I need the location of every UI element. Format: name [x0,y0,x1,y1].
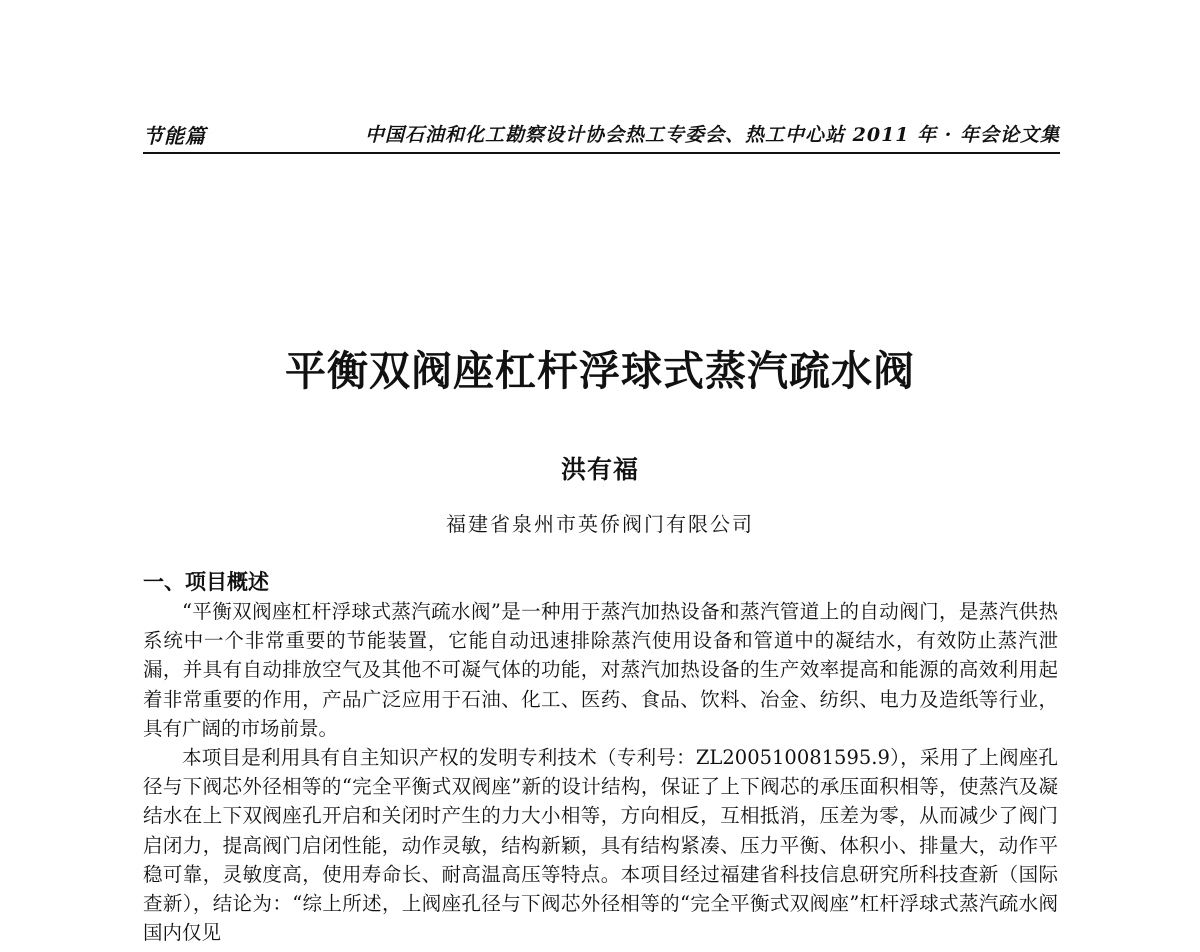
paragraph-2: 本项目是利用具有自主知识产权的发明专利技术（专利号：ZL200510081595.9），采用了上阀座孔径与下阀芯外径相等的“完全平衡式双阀座”新的设计结构，保证了上下阀芯的承压面积相等，使蒸汽及凝结水在上下双阀座孔开启和关闭时产生的力大小相等，方向相反，互相抵消，压差为零，从而减少了阀门启闭力，提高阀门启闭性能，动作灵敏，结构新颖，具有结构紧凑、压力平衡、体积小、排量大，动作平稳可靠，灵敏度高，使用寿命长、耐高温高压等特点。本项目经过福建省科技信息研究所科技查新（国际查新），结论为：“综上所述，上阀座孔径与下阀芯外径相等的“完全平衡式双阀座”杠杆浮球式蒸汽疏水阀国内仅见 [143,746,1058,945]
section-label: 节能篇 [143,124,206,148]
running-header [143,120,1060,154]
author-name: 洪有福 [560,455,639,484]
paper-title: 平衡双阀座杠杆浮球式蒸汽疏水阀 [285,347,915,395]
section-heading: 一、项目概述 [143,570,269,594]
journal-title: 中国石油和化工勘察设计协会热工专委会、热工中心站 2011 年 · 年会论文集 [365,124,1060,146]
author-affiliation: 福建省泉州市英侨阀门有限公司 [446,512,754,536]
body-text [143,597,1058,947]
paragraph-1: “平衡双阀座杠杆浮球式蒸汽疏水阀”是一种用于蒸汽加热设备和蒸汽管道上的自动阀门，是蒸汽供热系统中一个非常重要的节能装置，它能自动迅速排除蒸汽使用设备和管道中的凝结水，有效防止蒸汽泄漏，并具有自动排放空气及其他不可凝气体的功能，对蒸汽加热设备的生产效率提高和能源的高效利用起着非常重要的作用，产品广泛应用于石油、化工、医药、食品、饮料、冶金、纺织、电力及造纸等行业，具有广阔的市场前景。 [143,600,1058,740]
